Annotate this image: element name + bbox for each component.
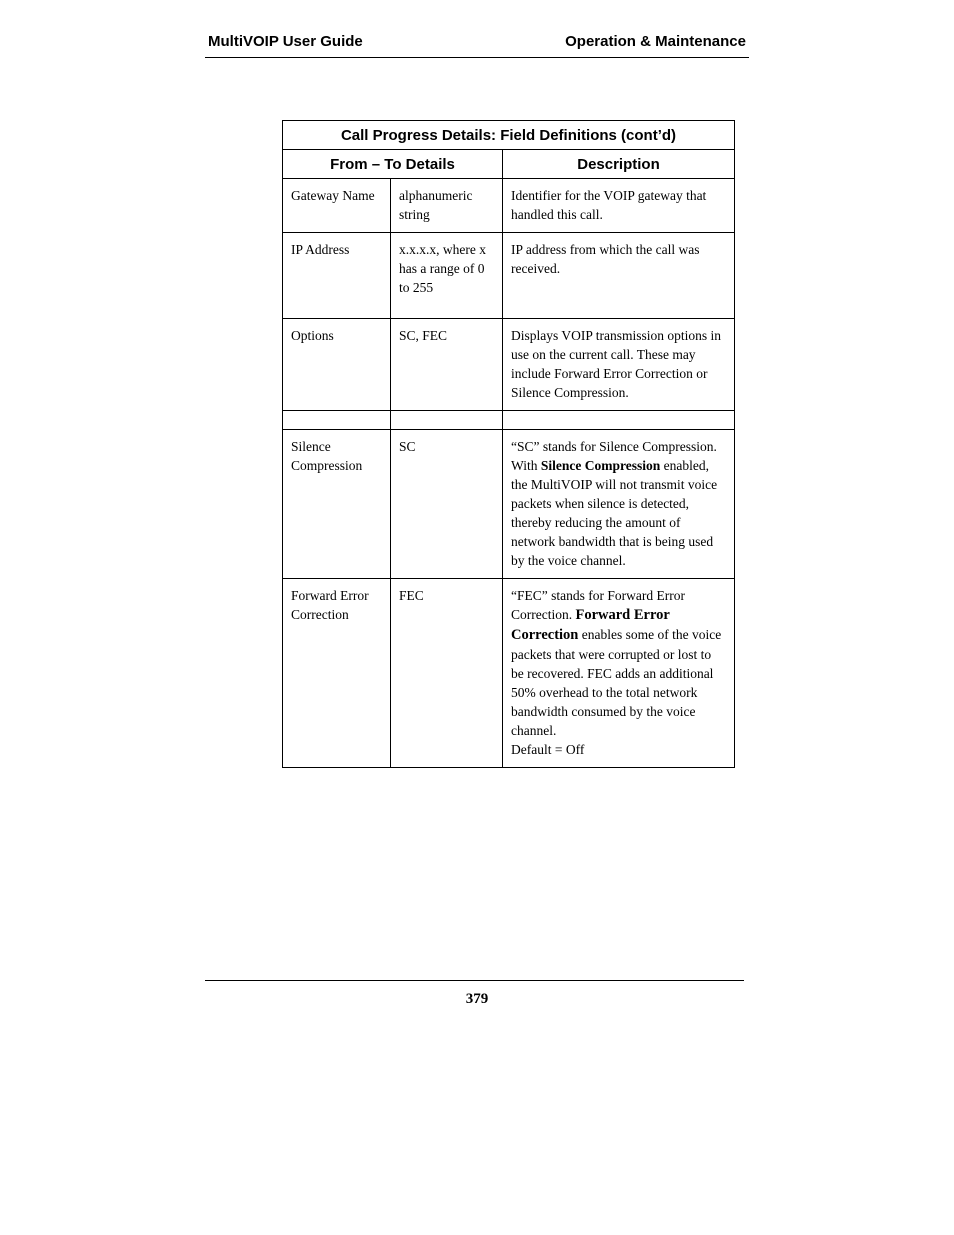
field-name-cell: Gateway Name (283, 179, 391, 233)
field-description-cell (503, 579, 735, 768)
field-value-cell: SC, FEC (391, 319, 503, 411)
description-text: enabled, the MultiVOIP will not transmit voice packets when silence is detected, thereby reducing the amount of network bandwidth that is being used by the voice channel. (511, 458, 718, 568)
footer-rule (205, 980, 744, 981)
column-header-description: Description (503, 150, 735, 179)
field-name-cell: Silence Compression (283, 430, 391, 579)
description-text: “FEC” stands for Forward Error Correction. (511, 588, 685, 622)
table-row (283, 233, 735, 319)
description-text: enables some of the voice packets that were corrupted or lost to be recovered. FEC adds an additional 50% overhead to the total network bandwidth consumed by the voice channel. (511, 627, 722, 738)
table-header-row (283, 150, 735, 179)
table-row (283, 430, 735, 579)
header-document-title: MultiVOIP User Guide (208, 33, 363, 50)
header-section-title: Operation & Maintenance (565, 33, 746, 50)
field-name-cell: Forward Error Correction (283, 579, 391, 768)
table-row (283, 179, 735, 233)
table-row (283, 319, 735, 411)
field-description-cell: Displays VOIP transmission options in use on the current call. These may include Forward Error Correction or Silence Compression. (503, 319, 735, 411)
column-header-from-to: From – To Details (283, 150, 503, 179)
field-value-cell: x.x.x.x, where x has a range of 0 to 255 (391, 233, 503, 319)
description-default-value: Default = Off (511, 742, 585, 757)
page-number: 379 (465, 991, 489, 1007)
field-description-cell: IP address from which the call was received. (503, 233, 735, 319)
field-description-cell (503, 430, 735, 579)
field-description-cell (503, 411, 735, 430)
table-row (283, 579, 735, 768)
field-name-cell (283, 411, 391, 430)
description-bold-term: Silence Compression (540, 458, 661, 473)
field-name-cell: Options (283, 319, 391, 411)
field-value-cell (391, 411, 503, 430)
field-description-cell: Identifier for the VOIP gateway that handled this call. (503, 179, 735, 233)
field-name-cell: IP Address (283, 233, 391, 319)
field-value-cell: FEC (391, 579, 503, 768)
table-row-empty (283, 411, 735, 430)
description-bold-term: Forward Error Correction (511, 607, 670, 643)
description-text: “SC” stands for Silence Compression. With (511, 439, 717, 473)
table-title-row (283, 121, 735, 150)
field-value-cell: SC (391, 430, 503, 579)
table-title: Call Progress Details: Field Definitions (cont’d) (283, 121, 735, 150)
field-value-cell: alphanumeric string (391, 179, 503, 233)
header-rule (205, 57, 749, 58)
field-definitions-table (282, 120, 735, 768)
